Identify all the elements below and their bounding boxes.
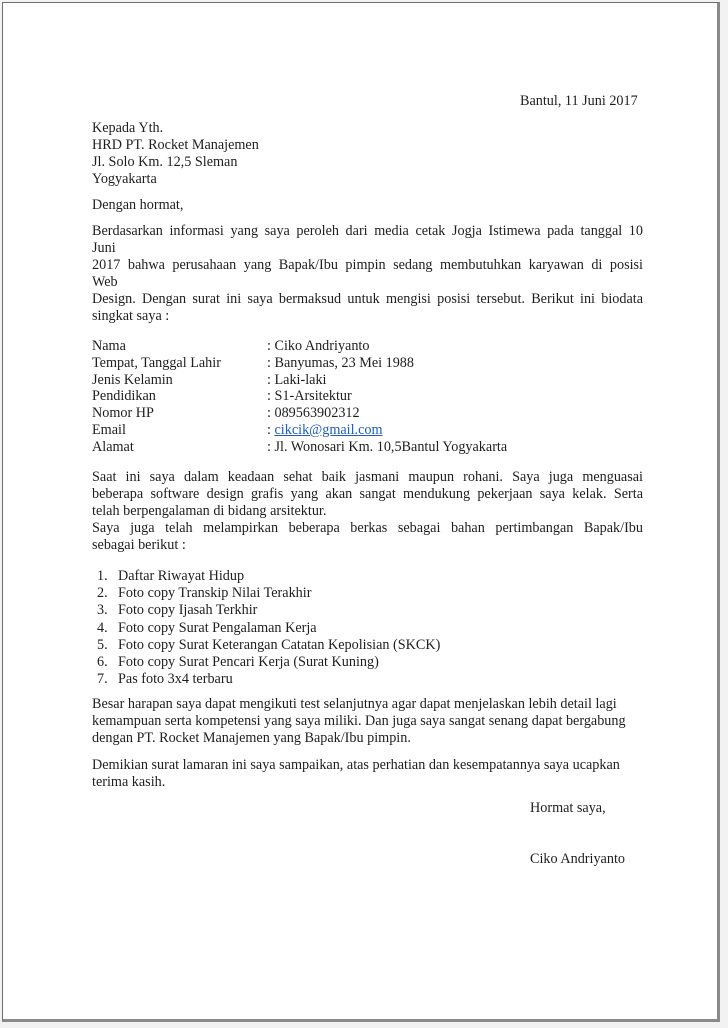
paragraph-line: telah berpengalaman di bidang arsitektur. <box>92 503 327 519</box>
paragraph-line: Besar harapan saya dapat mengikuti test selanjutnya agar dapat menjelaskan lebih detail lagi <box>92 696 617 712</box>
paragraph-line: Demikian surat lamaran ini saya sampaikan, atas perhatian dan kesempatannya saya ucapkan <box>92 757 620 773</box>
list-number: 3. <box>97 602 108 619</box>
email-link[interactable]: cikcik@gmail.com <box>274 421 383 438</box>
paragraph-line: Berdasarkan informasi yang saya peroleh dari media cetak Jogja Istimewa pada tanggal 10 <box>92 223 643 239</box>
greeting: Dengan hormat, <box>92 197 184 213</box>
list-number: 7. <box>97 671 108 688</box>
recipient-line: Kepada Yth. <box>92 120 164 136</box>
paragraph-line: 2017 bahwa perusahaan yang Bapak/Ibu pimpin sedang membutuhkan karyawan di posisi <box>92 257 643 273</box>
paragraph-line: Saya juga telah melampirkan beberapa berkas sebagai bahan pertimbangan Bapak/Ibu <box>92 520 643 536</box>
list-number: 5. <box>97 636 108 653</box>
paragraph-line: Juni <box>92 240 116 256</box>
email-prefix: : <box>267 421 275 438</box>
biodata-value: : Jl. Wonosari Km. 10,5Bantul Yogyakarta <box>267 438 508 455</box>
biodata-value: : Ciko Andriyanto <box>267 338 370 354</box>
biodata-value: : S1-Arsitektur <box>267 388 352 405</box>
biodata-label: Email <box>92 421 126 438</box>
list-text: Foto copy Transkip Nilai Terakhir <box>118 585 312 602</box>
biodata-value <box>267 422 383 439</box>
health-paragraph <box>92 469 643 554</box>
biodata-value: : 089563902312 <box>267 405 360 422</box>
recipient-line: Yogyakarta <box>92 171 157 187</box>
paragraph-line: sebagai berikut : <box>92 537 186 553</box>
intro-paragraph <box>92 223 643 325</box>
biodata-label: Alamat <box>92 438 134 455</box>
list-number: 2. <box>97 585 108 602</box>
biodata-label: Jenis Kelamin <box>92 371 173 388</box>
recipient-line: HRD PT. Rocket Manajemen <box>92 137 259 153</box>
recipient-line: Jl. Solo Km. 12,5 Sleman <box>92 154 238 170</box>
biodata-value: : Laki-laki <box>267 371 327 388</box>
paragraph-line: terima kasih. <box>92 774 166 790</box>
list-number: 6. <box>97 653 108 670</box>
list-number: 1. <box>97 568 108 584</box>
letter-page <box>2 2 720 1022</box>
biodata-value: : Banyumas, 23 Mei 1988 <box>267 354 414 371</box>
biodata-label: Tempat, Tanggal Lahir <box>92 354 221 371</box>
hope-paragraph <box>92 696 652 747</box>
list-text: Pas foto 3x4 terbaru <box>118 671 233 688</box>
paragraph-line: kemampuan serta kompetensi yang saya miliki. Dan juga saya sangat senang dapat bergabung <box>92 713 626 729</box>
paragraph-line: dengan PT. Rocket Manajemen yang Bapak/Ibu pimpin. <box>92 730 411 746</box>
paragraph-line: singkat saya : <box>92 308 170 324</box>
list-text: Daftar Riwayat Hidup <box>118 568 245 584</box>
paragraph-line: beberapa software design grafis yang akan sangat mendukung pekerjaan saya kelak. Serta <box>92 486 643 502</box>
biodata-label: Pendidikan <box>92 388 156 405</box>
biodata-label: Nama <box>92 338 126 354</box>
list-text: Foto copy Surat Pencari Kerja (Surat Kuning) <box>118 653 379 670</box>
paragraph-line: Web <box>92 274 118 290</box>
regards-text: Hormat saya, <box>530 800 606 816</box>
list-text: Foto copy Surat Pengalaman Kerja <box>118 619 317 636</box>
paragraph-line: Design. Dengan surat ini saya bermaksud untuk mengisi posisi tersebut. Berikut ini biodata <box>92 291 643 307</box>
signer-name: Ciko Andriyanto <box>530 851 625 867</box>
list-number: 4. <box>97 619 108 636</box>
paragraph-line: Saat ini saya dalam keadaan sehat baik jasmani maupun rohani. Saya juga menguasai <box>92 469 643 485</box>
biodata-label: Nomor HP <box>92 405 154 422</box>
closing-paragraph <box>92 757 652 791</box>
list-text: Foto copy Ijasah Terkhir <box>118 602 258 619</box>
list-text: Foto copy Surat Keterangan Catatan Kepolisian (SKCK) <box>118 636 441 653</box>
letter-date: Bantul, 11 Juni 2017 <box>520 93 638 109</box>
